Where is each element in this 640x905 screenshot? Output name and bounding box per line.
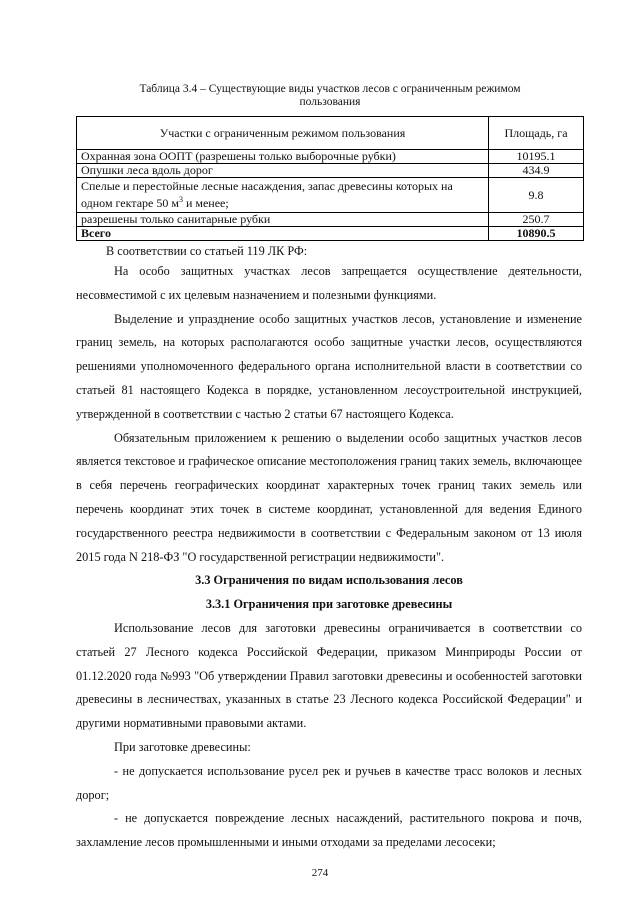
row-name-part1: Спелые и перестойные лесные насаждения, запас древесины которых на одном гектаре 50 м xyxy=(81,179,453,210)
table-total-row xyxy=(77,227,584,241)
section-heading: 3.3 Ограничения по видам использования лесов xyxy=(195,573,463,588)
caption-line-1: Таблица 3.4 – Существующие виды участков лесов с ограниченным режимом xyxy=(139,83,521,95)
paragraph-article-reference: В соответствии со статьей 119 ЛК РФ: xyxy=(106,244,308,258)
total-area: 10890.5 xyxy=(489,227,584,241)
paragraph: На особо защитных участках лесов запрещается осуществление деятельности, несовместимой с их целевым назначением и полезными функциями. xyxy=(76,264,582,302)
table-header-row xyxy=(77,117,584,150)
subsection-heading: 3.3.1 Ограничения при заготовке древесины xyxy=(205,597,453,612)
row-name xyxy=(77,178,489,213)
row-name: разрешены только санитарные рубки xyxy=(77,213,489,227)
row-name: Опушки леса вдоль дорог xyxy=(77,164,489,178)
paragraph: Обязательным приложением к решению о выделении особо защитных участков лесов является текстовое и графическое описание местоположения границ таких земель, включающее в себя перечень географических координат характерных точек границ таких земель или перечень координат этих точек в системе координат, установленной для ведения Единого государственного реестра недвижимости в соответствии с Федеральным законом от 13 июля 2015 года N 218-ФЗ "О государственной регистрации недвижимости". xyxy=(76,430,582,564)
restricted-forest-areas-table xyxy=(76,116,584,241)
row-area: 434.9 xyxy=(489,164,584,178)
row-area: 10195.1 xyxy=(489,150,584,164)
row-name-superscript: 3 xyxy=(178,195,183,204)
list-item: - не допускается повреждение лесных насаждений, растительного покрова и почв, захламление лесов промышленными и иными отходами за пределами лесосеки; xyxy=(76,811,582,850)
table-row xyxy=(77,164,584,178)
table-row xyxy=(77,150,584,164)
document-body xyxy=(76,243,582,855)
row-area: 250.7 xyxy=(489,213,584,227)
list-item: - не допускается использование русел рек и ручьев в качестве трасс волоков и лесных дорог; xyxy=(76,763,582,802)
paragraph: Выделение и упразднение особо защитных участков лесов, установление и изменение границ земель, на которых располагаются особо защитные участки лесов, осуществляются решениями уполномоченного федерального органа исполнительной власти в соответствии со статьей 81 настоящего Кодекса в порядке, установленном лесоустроительной инструкцией, утвержденной в соответствии с частью 2 статьи 67 настоящего Кодекса. xyxy=(76,311,582,421)
row-name: Охранная зона ООПТ (разрешены только выборочные рубки) xyxy=(77,150,489,164)
paragraph: При заготовке древесины: xyxy=(114,739,251,754)
caption-line-2: пользования xyxy=(299,96,361,108)
row-area: 9.8 xyxy=(489,178,584,213)
header-area-size: Площадь, га xyxy=(489,117,584,150)
header-area-type: Участки с ограниченным режимом пользования xyxy=(77,117,489,150)
paragraph: Использование лесов для заготовки древесины ограничивается в соответствии со статьей 27 Лесного кодекса Российской Федерации, приказом Минприроды России от 01.12.2020 года №993 "Об утверждении Правил заготовки древесины и особенностей заготовки древесины в лесничествах, указанных в статье 23 Лесного кодекса Российской Федерации" и другими нормативными правовыми актами. xyxy=(76,620,582,731)
table-row xyxy=(77,213,584,227)
table-caption xyxy=(70,83,590,109)
row-name-part2: и менее; xyxy=(182,196,229,210)
table-row xyxy=(77,178,584,213)
page-number: 274 xyxy=(311,867,329,879)
total-label: Всего xyxy=(77,227,489,241)
